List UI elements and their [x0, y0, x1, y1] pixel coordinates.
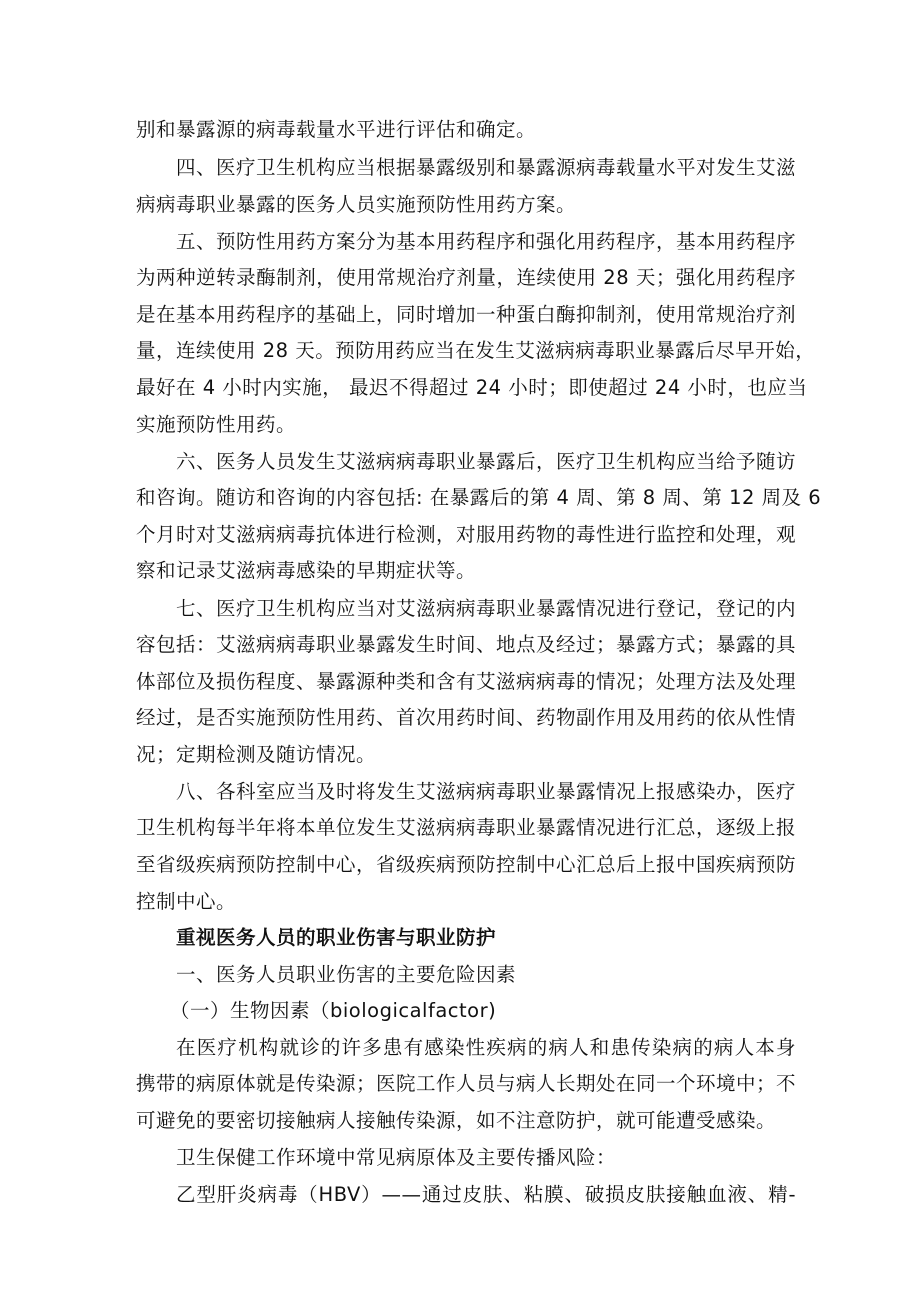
- text-line: 可避免的要密切接触病人接触传染源，如不注意防护，就可能遭受感染。: [136, 1109, 777, 1132]
- text-line: 和咨询。随访和咨询的内容包括: 在暴露后的第 4 周、第 8 周、第 12 周及 6: [136, 486, 822, 509]
- text-line: 携带的病原体就是传染源；医院工作人员与病人长期处在同一个环境中；不: [136, 1072, 797, 1095]
- text-line: 五、预防性用药方案分为基本用药程序和强化用药程序，基本用药程序: [176, 230, 797, 253]
- text-line: 量，连续使用 28 天。预防用药应当在发生艾滋病病毒职业暴露后尽早开始，: [136, 339, 816, 362]
- text-line: 经过，是否实施预防性用药、首次用药时间、药物副作用及用药的依从性情: [136, 706, 797, 729]
- text-line: 在医疗机构就诊的许多患有感染性疾病的病人和患传染病的病人本身: [176, 1036, 796, 1059]
- text-line: 况；定期检测及随访情况。: [136, 743, 377, 766]
- text-line: 是在基本用药程序的基础上，同时增加一种蛋白酶抑制剂，使用常规治疗剂: [136, 303, 797, 326]
- text-line: 体部位及损伤程度、暴露源种类和含有艾滋病病毒的情况；处理方法及处理: [136, 670, 797, 693]
- text-line: 为两种逆转录酶制剂，使用常规治疗剂量，连续使用 28 天；强化用药程序: [136, 266, 796, 289]
- text-line: 乙型肝炎病毒（HBV）——通过皮肤、粘膜、破损皮肤接触血液、精-: [176, 1183, 796, 1206]
- text-line: 容包括：艾滋病病毒职业暴露发生时间、地点及经过；暴露方式；暴露的具: [136, 633, 797, 656]
- text-line: 八、各科室应当及时将发生艾滋病病毒职业暴露情况上报感染办，医疗: [176, 780, 797, 803]
- text-line: 至省级疾病预防控制中心，省级疾病预防控制中心汇总后上报中国疾病预防: [136, 853, 797, 876]
- text-line: 别和暴露源的病毒载量水平进行评估和确定。: [136, 118, 537, 141]
- subsection-heading: 一、医务人员职业伤害的主要危险因素: [176, 963, 517, 986]
- text-line: 最好在 4 小时内实施， 最迟不得超过 24 小时；即使超过 24 小时，也应当: [136, 376, 808, 399]
- text-line: 四、医疗卫生机构应当根据暴露级别和暴露源病毒载量水平对发生艾滋: [176, 156, 797, 179]
- text-line: 实施预防性用药。: [136, 413, 297, 436]
- text-line: 病病毒职业暴露的医务人员实施预防性用药方案。: [136, 193, 577, 216]
- text-line: 个月时对艾滋病病毒抗体进行检测，对服用药物的毒性进行监控和处理，观: [136, 523, 797, 546]
- subsection-heading: （一）生物因素（biologicalfactor): [170, 999, 497, 1022]
- section-heading: 重视医务人员的职业伤害与职业防护: [176, 926, 497, 949]
- text-line: 卫生机构每半年将本单位发生艾滋病病毒职业暴露情况进行汇总，逐级上报: [136, 816, 797, 839]
- text-line: 察和记录艾滋病毒感染的早期症状等。: [136, 559, 477, 582]
- text-line: 七、医疗卫生机构应当对艾滋病病毒职业暴露情况进行登记，登记的内: [176, 597, 797, 620]
- text-line: 控制中心。: [136, 890, 237, 913]
- text-line: 六、医务人员发生艾滋病病毒职业暴露后，医疗卫生机构应当给予随访: [176, 450, 797, 473]
- text-line: 卫生保健工作环境中常见病原体及主要传播风险：: [176, 1146, 617, 1169]
